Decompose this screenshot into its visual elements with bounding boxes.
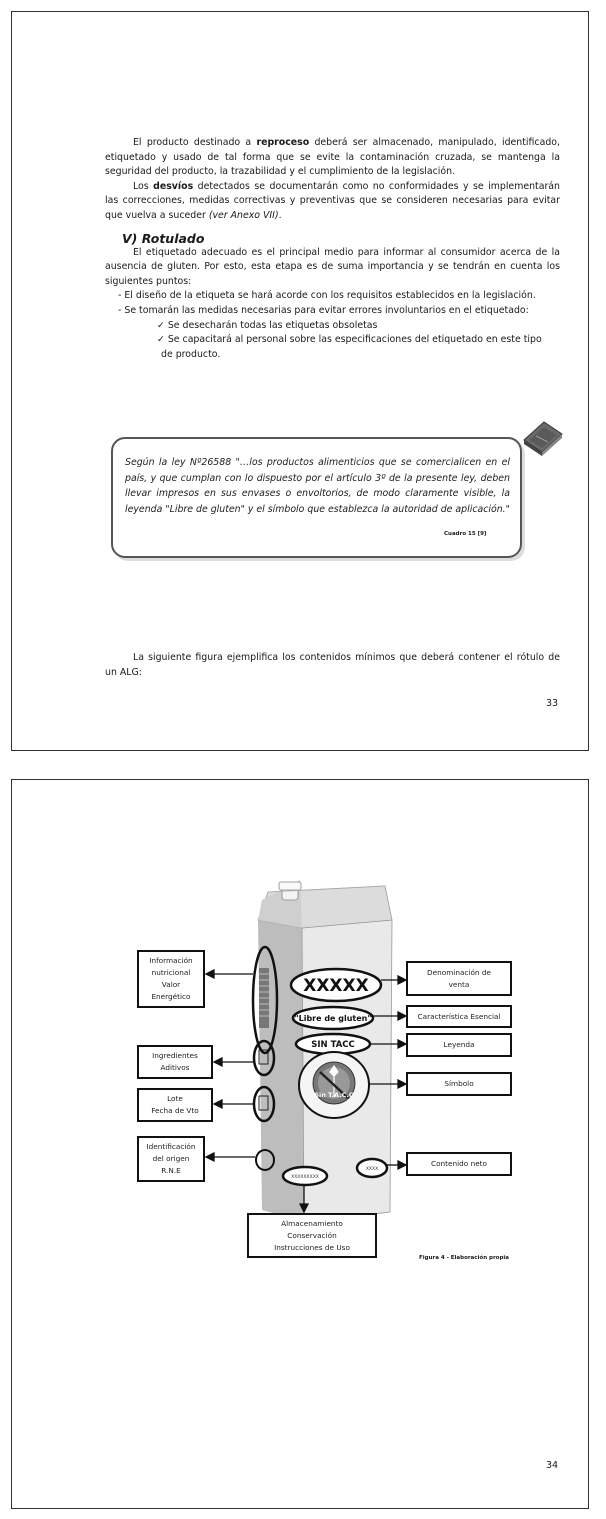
label-sale-name: Denominación de venta <box>406 961 512 996</box>
check-item-2-continuation: de producto. <box>161 348 221 360</box>
label-lot-expiry: Lote Fecha de Vto <box>137 1088 213 1122</box>
label-net-content: Contenido neto <box>406 1152 512 1176</box>
carton-legend-text: SIN TACC <box>311 1040 355 1050</box>
paragraph-reproceso: El producto destinado a reproceso deberá ser almacenado, manipulado, identificado, etiquetado y usado de tal forma que se evite la contaminación cruzada, se mantenga la seguridad del producto, la trazabilidad y el cumplimiento de la legislación. <box>105 137 560 178</box>
carton-net-code: XXXX <box>365 1167 379 1172</box>
annex-reference: (ver Anexo VII) <box>208 209 279 221</box>
paragraph-rotulado: El etiquetado adecuado es el principal medio para informar al consumidor acerca de la ausencia de gluten. Por esto, esta etapa es de suma importancia y se tendrán en cuenta los siguientes puntos: <box>105 246 560 287</box>
figure-intro-paragraph: La siguiente figura ejemplifica los contenidos mínimos que deberá contener el rótulo de un ALG: <box>105 652 560 678</box>
page-number: 33 <box>546 698 559 709</box>
label-symbol: Símbolo <box>406 1072 512 1096</box>
label-essential-feature: Característica Esencial <box>406 1005 512 1028</box>
figure-caption: Figura 4 - Elaboración propia <box>419 1255 509 1261</box>
section-heading: V) Rotulado <box>122 230 205 246</box>
carton-feature-text: "Libre de gluten" <box>294 1014 372 1023</box>
check-item-1: ✓ Se desecharán todas las etiquetas obsoletas <box>157 319 378 331</box>
carton-bottom-code: XXXXXXXXX <box>291 1175 319 1180</box>
carton-name-text: XXXXX <box>303 976 369 996</box>
check-item-2: ✓ Se capacitará al personal sobre las especificaciones del etiquetado en este tipo <box>157 334 542 346</box>
label-storage-instructions: Almacenamiento Conservación Instrucciones de Uso <box>247 1213 377 1258</box>
label-ingredients: Ingredientes Aditivos <box>137 1045 213 1079</box>
dash-item-1: - El diseño de la etiqueta se hará acorde con los requisitos establecidos en la legislación. <box>118 290 536 302</box>
bold-reproceso: reproceso <box>256 137 310 148</box>
gluten-free-symbol: Sin T.A.C.C <box>314 1091 354 1099</box>
quote-caption: Cuadro 15 [9] <box>444 531 487 537</box>
label-nutritional-info: Información nutricional Valor Energético <box>137 950 205 1008</box>
page-number: 34 <box>546 1460 559 1471</box>
label-legend: Leyenda <box>406 1033 512 1057</box>
dash-item-2: - Se tomarán las medidas necesarias para evitar errores involuntarios en el etiquetado: <box>118 304 529 316</box>
law-quote: Según la ley Nº26588 "…los productos alimenticios que se comercialicen en el país, y que cumplan con lo dispuesto por el artículo 3º de la presente ley, deben llevar impresos en sus envases o envoltorios, de modo claramente visible, la leyenda "Libre de gluten" y el símbolo que establezca la autoridad de aplicación." <box>125 457 510 515</box>
label-origin-id: Identificación del origen R.N.E <box>137 1136 205 1182</box>
paragraph-desvios: Los desvíos detectados se documentarán como no conformidades y se implementarán las correcciones, medidas correctivas y preventivas que se consideren necesarias para evitar que vuelva a suceder (ver Anexo VII). <box>105 180 560 221</box>
bold-desvios: desvíos <box>153 180 194 192</box>
